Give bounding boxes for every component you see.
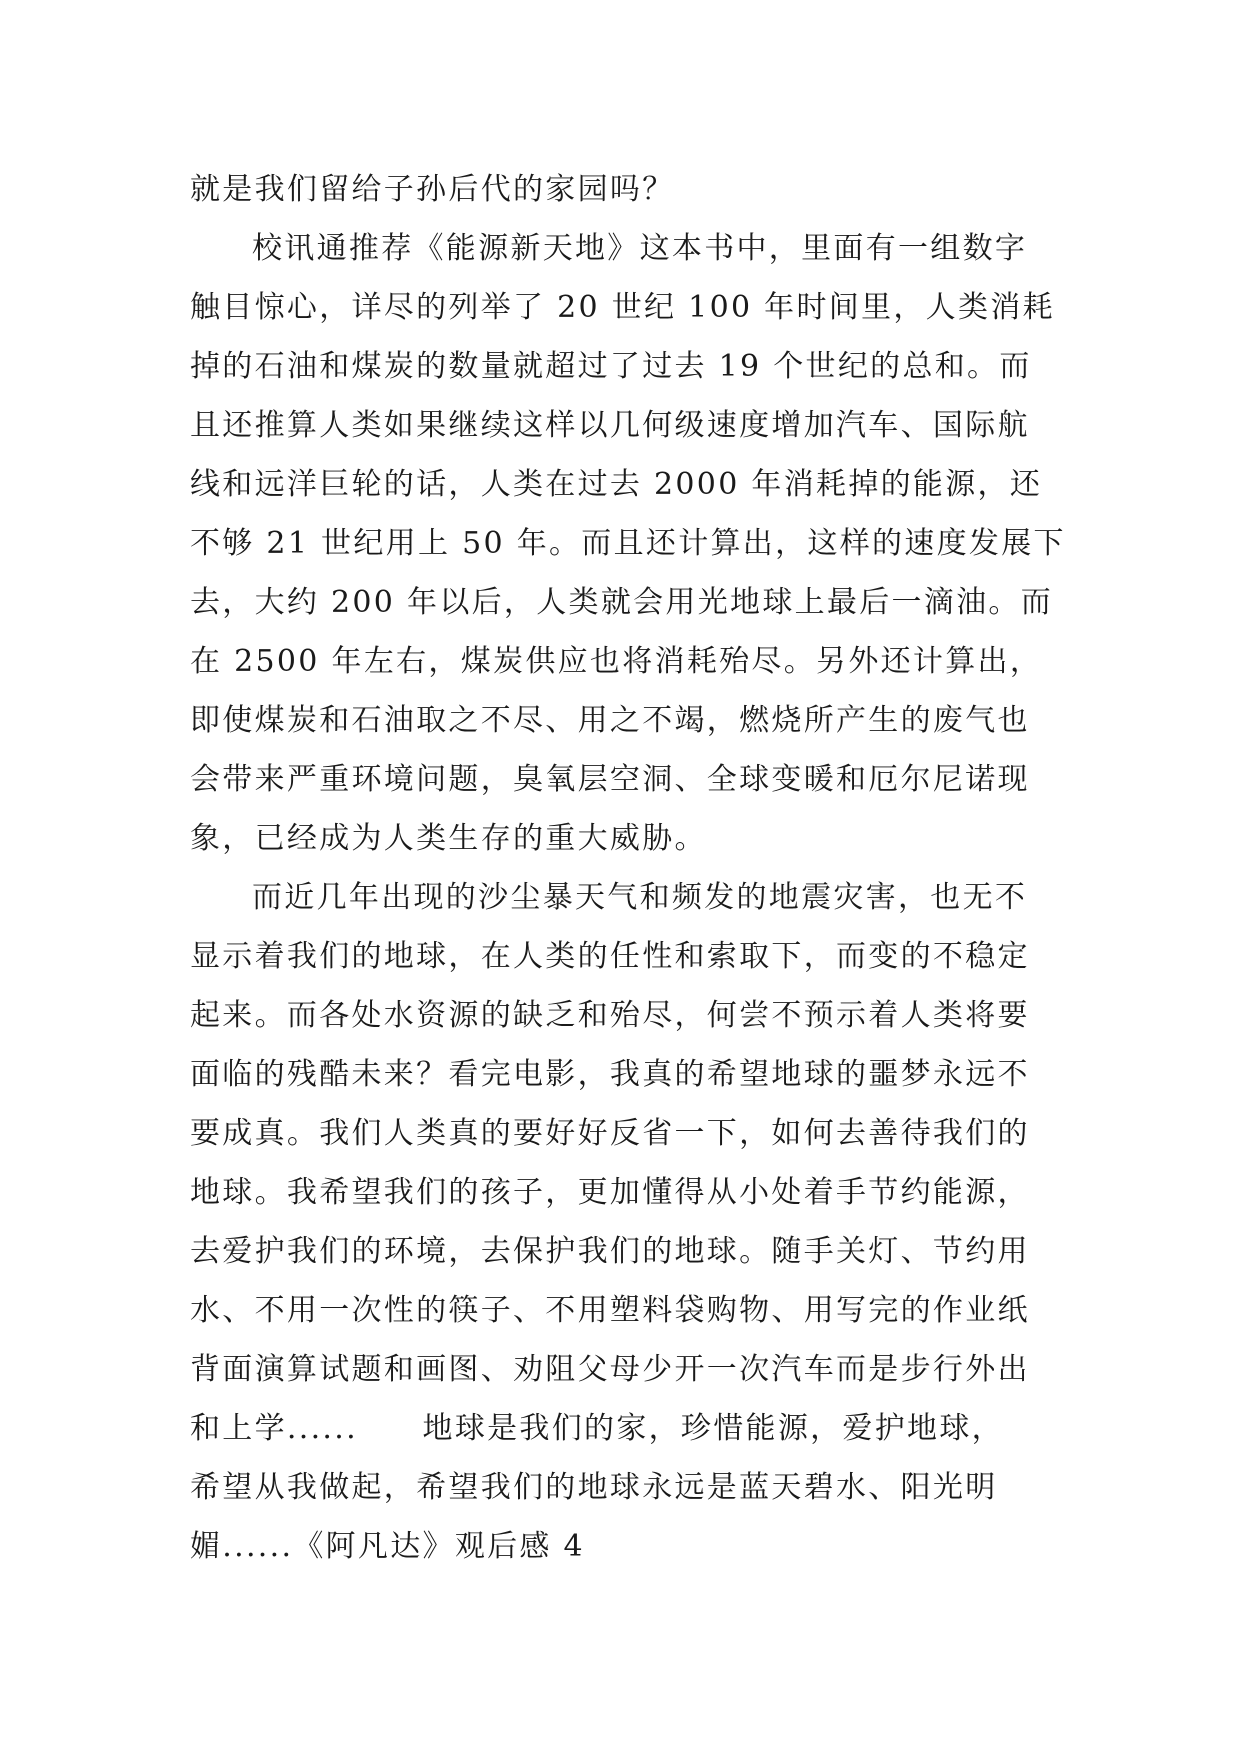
paragraph-start-line: 校讯通推荐《能源新天地》这本书中，里面有一组数字	[252, 231, 1028, 266]
text-line: 会带来严重环境问题，臭氧层空洞、全球变暖和厄尔尼诺现	[190, 762, 1030, 797]
text-line: 不够 21 世纪用上 50 年。而且还计算出，这样的速度发展下	[190, 526, 1066, 561]
text-line: 且还推算人类如果继续这样以几何级速度增加汽车、国际航	[190, 408, 1030, 443]
text-line: 去，大约 200 年以后，人类就会用光地球上最后一滴油。而	[190, 585, 1054, 620]
text-line: 即使煤炭和石油取之不尽、用之不竭，燃烧所产生的废气也	[190, 703, 1030, 738]
text-line: 象，已经成为人类生存的重大威胁。	[190, 821, 707, 856]
body-text	[190, 160, 1066, 1576]
text-line: 显示着我们的地球，在人类的任性和索取下，而变的不稳定	[190, 939, 1030, 974]
text-line: 掉的石油和煤炭的数量就超过了过去 19 个世纪的总和。而	[190, 349, 1032, 384]
text-line: 去爱护我们的环境，去保护我们的地球。随手关灯、节约用	[190, 1234, 1030, 1269]
text-line: 要成真。我们人类真的要好好反省一下，如何去善待我们的	[190, 1116, 1030, 1151]
text-line: 线和远洋巨轮的话，人类在过去 2000 年消耗掉的能源，还	[190, 467, 1043, 502]
text-line: 希望从我做起，希望我们的地球永远是蓝天碧水、阳光明	[190, 1470, 998, 1505]
text-line: 在 2500 年左右，煤炭供应也将消耗殆尽。另外还计算出，	[190, 644, 1043, 679]
text-line: 背面演算试题和画图、劝阻父母少开一次汽车而是步行外出	[190, 1352, 1030, 1387]
text-line: 地球。我希望我们的孩子，更加懂得从小处着手节约能源，	[190, 1175, 1030, 1210]
text-line: 就是我们留给子孙后代的家园吗？	[190, 172, 675, 207]
paragraph-start-line: 而近几年出现的沙尘暴天气和频发的地震灾害，也无不	[252, 880, 1028, 915]
text-line: 起来。而各处水资源的缺乏和殆尽，何尝不预示着人类将要	[190, 998, 1030, 1033]
text-line: 媚......《阿凡达》观后感 4	[190, 1529, 585, 1564]
text-line: 和上学...... 地球是我们的家，珍惜能源，爱护地球，	[190, 1411, 1004, 1446]
text-line: 水、不用一次性的筷子、不用塑料袋购物、用写完的作业纸	[190, 1293, 1030, 1328]
text-line: 触目惊心，详尽的列举了 20 世纪 100 年时间里，人类消耗	[190, 290, 1055, 325]
text-line: 面临的残酷未来？看完电影，我真的希望地球的噩梦永远不	[190, 1057, 1030, 1092]
